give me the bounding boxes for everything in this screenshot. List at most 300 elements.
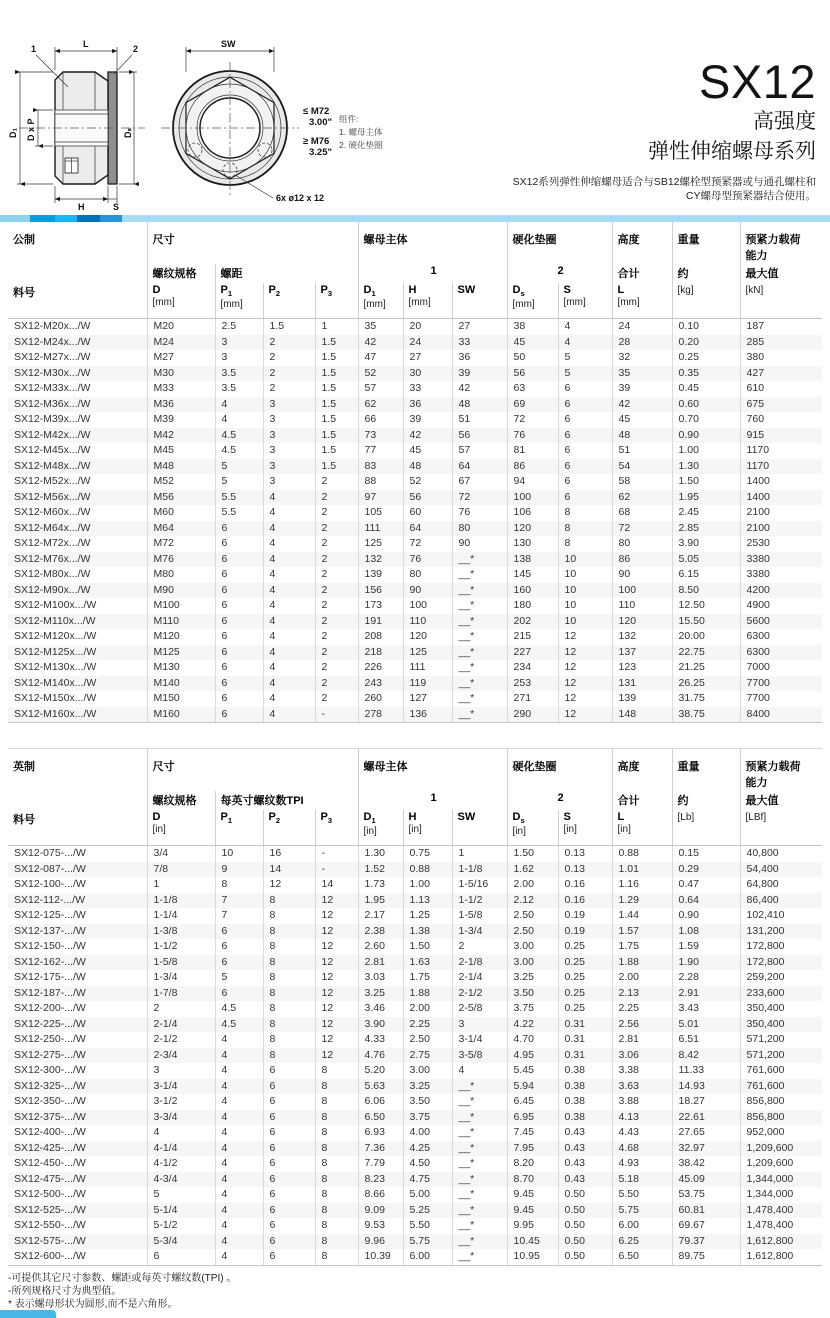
cell: 12	[558, 660, 612, 676]
cell: 1.88	[612, 955, 672, 971]
cell: 4.22	[507, 1017, 558, 1033]
cell: __*	[452, 1141, 507, 1157]
cell: 2530	[740, 536, 822, 552]
cell: 1.95	[672, 490, 740, 506]
cell: 760	[740, 412, 822, 428]
metric-size-label: 尺寸	[147, 222, 358, 264]
cell: 50	[507, 350, 558, 366]
cell: 0.16	[558, 877, 612, 893]
cell: 2-1/4	[452, 970, 507, 986]
cell: 10.39	[358, 1249, 403, 1265]
cell: 8	[263, 893, 315, 909]
dim-label-h: H	[78, 202, 85, 212]
table-row	[8, 552, 822, 568]
cell: 60	[403, 505, 452, 521]
table-row	[8, 1203, 822, 1219]
cell: SX12-100-.../W	[14, 878, 86, 890]
cell: 42	[612, 397, 672, 413]
table-row	[8, 846, 822, 862]
cell: 1.00	[672, 443, 740, 459]
cell: 86	[612, 552, 672, 568]
cell: 0.64	[672, 893, 740, 909]
cell: 125	[403, 645, 452, 661]
cell: 8	[315, 1094, 358, 1110]
cell: 9.96	[358, 1234, 403, 1250]
cell: 0.25	[558, 970, 612, 986]
page-footer-accent	[0, 1310, 56, 1318]
cell: 72	[612, 521, 672, 537]
imperial-weight-sub: 约	[672, 791, 740, 810]
cell: 24	[612, 319, 672, 335]
cell: 4	[215, 1110, 263, 1126]
cell: 8	[263, 955, 315, 971]
cell: __*	[452, 567, 507, 583]
cell: 0.19	[558, 908, 612, 924]
table-row	[8, 505, 822, 521]
cell: M20	[147, 319, 215, 335]
cell: 2-1/4	[147, 1017, 215, 1033]
cell: 5-3/4	[147, 1234, 215, 1250]
cell: 0.31	[558, 1032, 612, 1048]
cell: 56	[403, 490, 452, 506]
cell: 610	[740, 381, 822, 397]
cell: 2	[263, 381, 315, 397]
cell: 4.5	[215, 428, 263, 444]
cell: 226	[358, 660, 403, 676]
imperial-preload-label: 预紧力载荷 能力	[740, 749, 822, 791]
cell: 12	[315, 908, 358, 924]
cell: 7.45	[507, 1125, 558, 1141]
cell: 6.00	[403, 1249, 452, 1265]
cell: SX12-M60x.../W	[14, 506, 91, 518]
cell: SX12-M24x.../W	[14, 335, 91, 348]
cell: 4.43	[612, 1125, 672, 1141]
cell: 48	[403, 459, 452, 475]
cell: 24	[403, 335, 452, 351]
cell: 1.08	[672, 924, 740, 940]
cell: 77	[358, 443, 403, 459]
cell: SX12-375-.../W	[14, 1110, 86, 1123]
cell: SX12-M20x.../W	[14, 320, 91, 332]
side-view-drawing	[8, 39, 145, 212]
col-p1: $P_1$ [mm]	[215, 283, 263, 319]
cell: 156	[358, 583, 403, 599]
cell: 8	[263, 924, 315, 940]
cell: SX12-087-.../W	[14, 862, 86, 875]
cell: M150	[147, 691, 215, 707]
cell: 42	[403, 428, 452, 444]
cell: 0.38	[558, 1079, 612, 1095]
cell: 64	[403, 521, 452, 537]
cell: 86	[507, 459, 558, 475]
cell: 6	[215, 955, 263, 971]
cell: 4	[263, 691, 315, 707]
cell: 1.57	[612, 924, 672, 940]
cell: 6.95	[507, 1110, 558, 1126]
cell: 4.25	[403, 1141, 452, 1157]
cell: 2.25	[612, 1001, 672, 1017]
cell: 4	[263, 521, 315, 537]
cell: 6	[263, 1079, 315, 1095]
cell: 4	[263, 536, 315, 552]
table-row	[8, 614, 822, 630]
cell: SX12-M36x.../W	[14, 397, 91, 410]
cell: 6	[558, 397, 612, 413]
cell: 2.00	[507, 877, 558, 893]
cell: 5.5	[215, 505, 263, 521]
cell: 39	[612, 381, 672, 397]
table-row	[8, 366, 822, 382]
cell: 2.81	[358, 955, 403, 971]
dim-label-d1: D₁	[8, 127, 18, 138]
cell: 215	[507, 629, 558, 645]
col-kn: [kN]	[740, 283, 822, 319]
cell: 110	[612, 598, 672, 614]
cell: 9	[215, 862, 263, 878]
cell: M48	[147, 459, 215, 475]
cell: M125	[147, 645, 215, 661]
cell: 0.90	[672, 908, 740, 924]
cell: 0.13	[558, 846, 612, 862]
cell: 10.45	[507, 1234, 558, 1250]
cell: 2.50	[507, 924, 558, 940]
cell: 3-1/4	[147, 1079, 215, 1095]
cell: 1170	[740, 459, 822, 475]
cell: 12	[315, 1048, 358, 1064]
cell: 2.60	[358, 939, 403, 955]
cell: 761,600	[740, 1079, 822, 1095]
metric-weight-label: 重量	[672, 222, 740, 264]
cell: SX12-500-.../W	[14, 1188, 86, 1200]
cell: 4	[263, 567, 315, 583]
cell: 4.33	[358, 1032, 403, 1048]
cell: 80	[452, 521, 507, 537]
table-row	[8, 1234, 822, 1250]
cell: 2-1/2	[452, 986, 507, 1002]
cell: 0.43	[558, 1141, 612, 1157]
cell: 1.44	[612, 908, 672, 924]
page-title: SX12	[699, 55, 816, 108]
cell: 131	[612, 676, 672, 692]
cell: 9.45	[507, 1203, 558, 1219]
cell: 1,209,600	[740, 1156, 822, 1172]
cell: 259,200	[740, 970, 822, 986]
cell: __*	[452, 1094, 507, 1110]
cell: 4	[263, 505, 315, 521]
table-row	[8, 443, 822, 459]
cell: 105	[358, 505, 403, 521]
cell: SX12-575-.../W	[14, 1234, 86, 1247]
table-row	[8, 645, 822, 661]
cell: 138	[507, 552, 558, 568]
cell: SX12-M90x.../W	[14, 583, 91, 596]
cell: 1.5	[315, 350, 358, 366]
cell: 2.00	[612, 970, 672, 986]
cell: 6	[147, 1249, 215, 1265]
cell: 4	[263, 660, 315, 676]
cell: 110	[403, 614, 452, 630]
cell: 102,410	[740, 908, 822, 924]
col-ds: $D_s$ [in]	[507, 810, 558, 846]
cell: 6	[263, 1063, 315, 1079]
table-row	[8, 1187, 822, 1203]
col-p1: $P_1$	[215, 810, 263, 846]
cell: 0.50	[558, 1234, 612, 1250]
cell: 2.56	[612, 1017, 672, 1033]
cell: 69.67	[672, 1218, 740, 1234]
cell: 36	[403, 397, 452, 413]
cell: 8.42	[672, 1048, 740, 1064]
cell: 3.06	[612, 1048, 672, 1064]
cell: M100	[147, 598, 215, 614]
cell: 111	[403, 660, 452, 676]
cell: 5.63	[358, 1079, 403, 1095]
cell: 1.5	[315, 381, 358, 397]
cell: 173	[358, 598, 403, 614]
cell: 4.70	[507, 1032, 558, 1048]
cell: 7700	[740, 691, 822, 707]
table-row	[8, 521, 822, 537]
cell: SX12-525-.../W	[14, 1203, 86, 1216]
cell: 4	[215, 1218, 263, 1234]
cell: 0.15	[672, 846, 740, 862]
col-d1: $D_1$ [in]	[358, 810, 403, 846]
cell: 12	[558, 676, 612, 692]
cell: SX12-M72x.../W	[14, 537, 91, 549]
cell: 4.13	[612, 1110, 672, 1126]
cell: 136	[403, 707, 452, 723]
cell: 3.43	[672, 1001, 740, 1017]
cell: 8	[315, 1156, 358, 1172]
cell: 10	[215, 846, 263, 862]
cell: 1,344,000	[740, 1172, 822, 1188]
cell: 12	[263, 877, 315, 893]
table-row	[8, 970, 822, 986]
cell: SX12-600-.../W	[8, 1249, 147, 1265]
metric-washer-label: 硬化垫圈	[507, 222, 612, 264]
cell: 0.19	[558, 924, 612, 940]
table-row	[8, 1063, 822, 1079]
cell: 0.50	[558, 1249, 612, 1265]
cell: 6.45	[507, 1094, 558, 1110]
cell: 4.5	[215, 443, 263, 459]
cell: __*	[452, 583, 507, 599]
cell: 6	[558, 443, 612, 459]
cell: 1-5/8	[147, 955, 215, 971]
cell: 125	[358, 536, 403, 552]
cell: SX12-M30x.../W	[14, 366, 91, 379]
cell: 54	[612, 459, 672, 475]
cell: 81	[507, 443, 558, 459]
cell: 45	[612, 412, 672, 428]
cell: 2	[315, 691, 358, 707]
cell: 7000	[740, 660, 822, 676]
footnote-line-1: -可提供其它尺寸参数、螺距或每英寸螺纹数(TPI) 。	[8, 1273, 237, 1284]
cell: 233,600	[740, 986, 822, 1002]
page-description	[376, 175, 816, 204]
cell: 132	[612, 629, 672, 645]
cell: 7.36	[358, 1141, 403, 1157]
cell: 0.43	[558, 1156, 612, 1172]
cell: 12	[558, 707, 612, 723]
cell: 2.00	[403, 1001, 452, 1017]
imperial-washer-number: 2	[507, 791, 612, 810]
cell: 39	[403, 412, 452, 428]
cell: 12	[315, 893, 358, 909]
cell: 69	[507, 397, 558, 413]
table-row	[8, 1125, 822, 1141]
cell: 5-1/4	[147, 1203, 215, 1219]
cell: 57	[452, 443, 507, 459]
col-h: H [mm]	[403, 283, 452, 319]
cell: M60	[147, 505, 215, 521]
cell: 89.75	[672, 1249, 740, 1265]
col-s: S [mm]	[558, 283, 612, 319]
cell: 0.50	[558, 1187, 612, 1203]
cell: 1170	[740, 443, 822, 459]
cell: 48	[452, 397, 507, 413]
cell: 8.70	[507, 1172, 558, 1188]
cell: 4.00	[403, 1125, 452, 1141]
cell: 4	[263, 598, 315, 614]
cell: 2	[315, 598, 358, 614]
cell: __*	[452, 1125, 507, 1141]
cell: SX12-M120x.../W	[14, 630, 97, 642]
cell: -	[315, 862, 358, 878]
cell: __*	[452, 1156, 507, 1172]
table-row	[8, 1079, 822, 1095]
cell: 120	[507, 521, 558, 537]
cell: 2	[315, 645, 358, 661]
cell: 6300	[740, 629, 822, 645]
cell: 4900	[740, 598, 822, 614]
cell: 27.65	[672, 1125, 740, 1141]
table-row	[8, 893, 822, 909]
cell: SX12-250-.../W	[14, 1033, 86, 1045]
cell: 290	[507, 707, 558, 723]
table-row	[8, 1094, 822, 1110]
cell: 2	[263, 335, 315, 351]
cell: 3.38	[612, 1063, 672, 1079]
cell: SX12-M125x.../W	[14, 645, 97, 658]
cell: 350,400	[740, 1017, 822, 1033]
table-row	[8, 1156, 822, 1172]
col-p3: $P_3$	[315, 283, 358, 319]
cell: M33	[147, 381, 215, 397]
cell: 6	[263, 1218, 315, 1234]
cell: 4	[263, 645, 315, 661]
cell: 2.45	[672, 505, 740, 521]
cell: M64	[147, 521, 215, 537]
cell: 1.50	[507, 846, 558, 862]
cell: 2.38	[358, 924, 403, 940]
imperial-size-label: 尺寸	[147, 749, 358, 791]
cell: 187	[740, 319, 822, 335]
metric-weight-sub: 约	[672, 264, 740, 283]
cell: SX12-M100x.../W	[14, 599, 97, 611]
cell: 63	[507, 381, 558, 397]
cell: M120	[147, 629, 215, 645]
cell: 76	[507, 428, 558, 444]
table-row	[8, 660, 822, 676]
cell: 2-1/8	[452, 955, 507, 971]
cell: SX12-M130x.../W	[14, 661, 97, 673]
cell: SX12-M64x.../W	[14, 521, 91, 534]
cell: 12	[315, 924, 358, 940]
cell: 5.01	[672, 1017, 740, 1033]
col-lb: [Lb]	[672, 810, 740, 846]
cell: 12	[315, 939, 358, 955]
cell: 4	[263, 676, 315, 692]
cell: 7.95	[507, 1141, 558, 1157]
cell: 6	[215, 552, 263, 568]
cell: 3.25	[358, 986, 403, 1002]
dim-label-l: L	[83, 39, 89, 49]
cell: 8	[558, 536, 612, 552]
cell: 16	[263, 846, 315, 862]
table-row	[8, 474, 822, 490]
cell: 4	[215, 1172, 263, 1188]
cell: 4	[452, 1063, 507, 1079]
cell: 8.20	[507, 1156, 558, 1172]
cell: __*	[452, 629, 507, 645]
cell: 51	[452, 412, 507, 428]
cell: M80	[147, 567, 215, 583]
cell: 5.25	[403, 1203, 452, 1219]
col-sw: SW	[452, 810, 507, 846]
cell: SX12-275-.../W	[14, 1048, 86, 1061]
table-row	[8, 939, 822, 955]
cell: 2	[315, 552, 358, 568]
cell: 1.75	[403, 970, 452, 986]
cell: 5.75	[403, 1234, 452, 1250]
cell: 4.76	[358, 1048, 403, 1064]
cell: 1.16	[612, 877, 672, 893]
footnote-line-2: -所列规格尺寸为典型值。	[8, 1286, 122, 1297]
imperial-table	[8, 748, 822, 1266]
cell: SX12-075-.../W	[14, 847, 86, 859]
cell: 3.00	[403, 1063, 452, 1079]
table-row	[8, 1218, 822, 1234]
cell: 3.50	[507, 986, 558, 1002]
cell: 12	[558, 645, 612, 661]
cell: 0.50	[558, 1218, 612, 1234]
cell: 14	[263, 862, 315, 878]
cell: 172,800	[740, 955, 822, 971]
cell: SX12-425-.../W	[14, 1141, 86, 1154]
cell: 30	[403, 366, 452, 382]
cell: 4	[215, 1187, 263, 1203]
cell: SX12-M160x.../W	[8, 707, 147, 723]
cell: 8	[263, 1001, 315, 1017]
cell: SX12-300-.../W	[14, 1064, 86, 1076]
cell: SX12-450-.../W	[14, 1157, 86, 1169]
cell: 915	[740, 428, 822, 444]
cell: 1.30	[358, 846, 403, 862]
cell: 0.88	[403, 862, 452, 878]
cell: 234	[507, 660, 558, 676]
cell: 137	[612, 645, 672, 661]
cell: 1.90	[672, 955, 740, 971]
cell: 47	[358, 350, 403, 366]
cell: 8	[315, 1141, 358, 1157]
cell: SX12-M33x.../W	[14, 382, 91, 394]
cell: 253	[507, 676, 558, 692]
cell: 952,000	[740, 1125, 822, 1141]
cell: 2.50	[507, 908, 558, 924]
bar-segment	[55, 215, 77, 222]
cell: 3.25	[403, 1079, 452, 1095]
